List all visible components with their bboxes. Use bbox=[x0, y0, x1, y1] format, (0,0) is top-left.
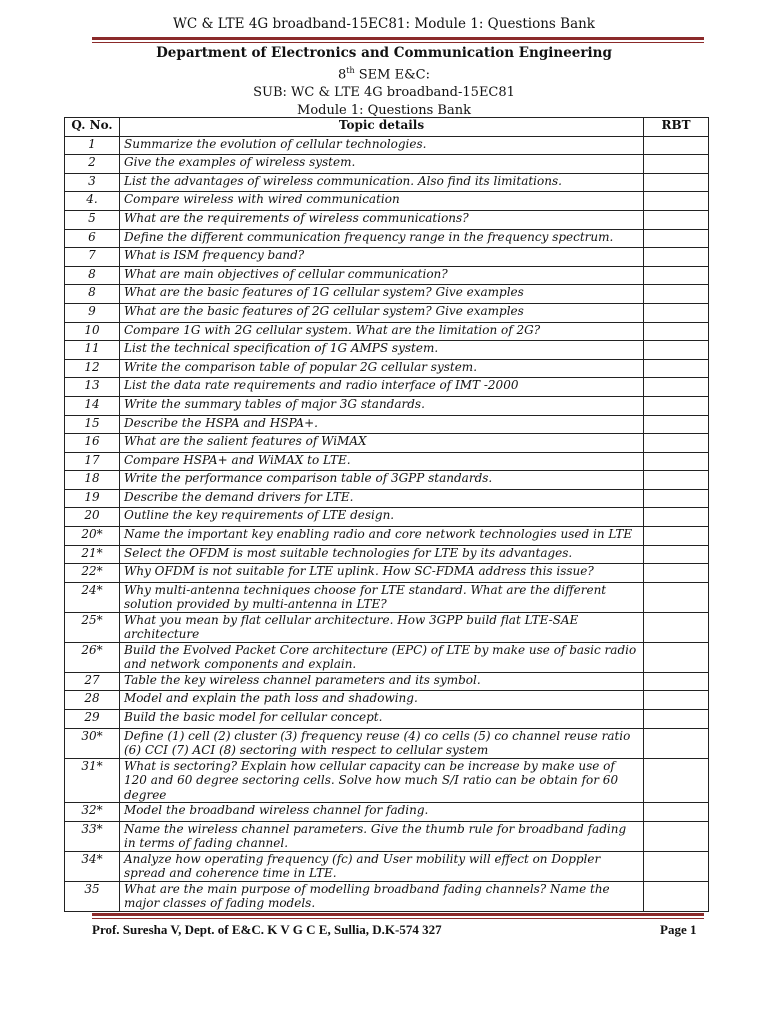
question-number: 28 bbox=[65, 691, 120, 710]
question-text: List the technical specification of 1G AMPS system. bbox=[120, 341, 644, 360]
table-row bbox=[65, 359, 709, 378]
table-row bbox=[65, 155, 709, 174]
table-row bbox=[65, 322, 709, 341]
question-number: 26* bbox=[65, 642, 120, 672]
question-text: Outline the key requirements of LTE design. bbox=[120, 508, 644, 527]
question-number: 12 bbox=[65, 359, 120, 378]
question-number: 17 bbox=[65, 452, 120, 471]
question-number: 13 bbox=[65, 378, 120, 397]
table-row bbox=[65, 508, 709, 527]
table-row bbox=[65, 471, 709, 490]
rbt-cell bbox=[644, 642, 709, 672]
question-text: What are the main purpose of modelling broadband fading channels? Name the major classes of fading models. bbox=[120, 881, 644, 911]
table-row bbox=[65, 728, 709, 758]
table-row bbox=[65, 821, 709, 851]
question-text: Model and explain the path loss and shadowing. bbox=[120, 691, 644, 710]
rbt-cell bbox=[644, 415, 709, 434]
rbt-cell bbox=[644, 471, 709, 490]
question-text: Give the examples of wireless system. bbox=[120, 155, 644, 174]
question-number: 6 bbox=[65, 229, 120, 248]
question-text: Write the comparison table of popular 2G cellular system. bbox=[120, 359, 644, 378]
table-row bbox=[65, 415, 709, 434]
question-text: What are the basic features of 1G cellular system? Give examples bbox=[120, 285, 644, 304]
rbt-cell bbox=[644, 545, 709, 564]
question-text: What is sectoring? Explain how cellular capacity can be increase by make use of 120 and 60 degree sectoring cells. Solve how much S/I ratio can be obtain for 60 degree bbox=[120, 758, 644, 803]
question-number: 5 bbox=[65, 210, 120, 229]
question-number: 29 bbox=[65, 710, 120, 729]
question-text: Write the performance comparison table of 3GPP standards. bbox=[120, 471, 644, 490]
table-row bbox=[65, 303, 709, 322]
rbt-cell bbox=[644, 489, 709, 508]
table-row bbox=[65, 378, 709, 397]
rbt-cell bbox=[644, 303, 709, 322]
rbt-cell bbox=[644, 851, 709, 881]
rbt-cell bbox=[644, 285, 709, 304]
rbt-cell bbox=[644, 710, 709, 729]
question-number: 8 bbox=[65, 285, 120, 304]
rbt-cell bbox=[644, 229, 709, 248]
rbt-cell bbox=[644, 672, 709, 691]
question-text: Define the different communication frequency range in the frequency spectrum. bbox=[120, 229, 644, 248]
question-text: Why multi-antenna techniques choose for LTE standard. What are the different solution provided by multi-antenna in LTE? bbox=[120, 582, 644, 612]
question-number: 19 bbox=[65, 489, 120, 508]
running-header: WC & LTE 4G broadband-15EC81: Module 1: Questions Bank bbox=[173, 16, 595, 32]
table-row bbox=[65, 803, 709, 822]
table-row bbox=[65, 710, 709, 729]
question-number: 35 bbox=[65, 881, 120, 911]
col-header-rbt: RBT bbox=[644, 118, 709, 137]
question-number: 15 bbox=[65, 415, 120, 434]
module-line: Module 1: Questions Bank bbox=[297, 103, 471, 119]
table-row bbox=[65, 489, 709, 508]
table-row bbox=[65, 396, 709, 415]
rbt-cell bbox=[644, 322, 709, 341]
question-number: 3 bbox=[65, 173, 120, 192]
rbt-cell bbox=[644, 396, 709, 415]
question-number: 31* bbox=[65, 758, 120, 803]
question-number: 20* bbox=[65, 527, 120, 546]
table-row bbox=[65, 642, 709, 672]
rbt-cell bbox=[644, 564, 709, 583]
question-text: Analyze how operating frequency (fc) and User mobility will effect on Doppler spread and coherence time in LTE. bbox=[120, 851, 644, 881]
department-title: Department of Electronics and Communication Engineering bbox=[156, 45, 612, 61]
question-text: List the advantages of wireless communication. Also find its limitations. bbox=[120, 173, 644, 192]
table-row bbox=[65, 527, 709, 546]
table-row bbox=[65, 136, 709, 155]
question-text: Model the broadband wireless channel for fading. bbox=[120, 803, 644, 822]
table-row bbox=[65, 192, 709, 211]
question-text: List the data rate requirements and radio interface of IMT -2000 bbox=[120, 378, 644, 397]
table-row bbox=[65, 229, 709, 248]
page-number: Page 1 bbox=[660, 922, 697, 937]
col-header-qno: Q. No. bbox=[65, 118, 120, 137]
question-text: What are the salient features of WiMAX bbox=[120, 434, 644, 453]
question-number: 32* bbox=[65, 803, 120, 822]
rbt-cell bbox=[644, 173, 709, 192]
question-number: 33* bbox=[65, 821, 120, 851]
question-number: 7 bbox=[65, 248, 120, 267]
rbt-cell bbox=[644, 248, 709, 267]
question-text: Describe the demand drivers for LTE. bbox=[120, 489, 644, 508]
question-number: 9 bbox=[65, 303, 120, 322]
question-number: 14 bbox=[65, 396, 120, 415]
question-text: Table the key wireless channel parameters and its symbol. bbox=[120, 672, 644, 691]
question-number: 18 bbox=[65, 471, 120, 490]
table-row bbox=[65, 210, 709, 229]
question-text: Why OFDM is not suitable for LTE uplink. How SC-FDMA address this issue? bbox=[120, 564, 644, 583]
table-row bbox=[65, 248, 709, 267]
rbt-cell bbox=[644, 266, 709, 285]
rbt-cell bbox=[644, 341, 709, 360]
rbt-cell bbox=[644, 803, 709, 822]
question-text: Build the basic model for cellular concept. bbox=[120, 710, 644, 729]
question-number: 34* bbox=[65, 851, 120, 881]
rbt-cell bbox=[644, 434, 709, 453]
document-titles bbox=[0, 44, 768, 120]
question-text: Write the summary tables of major 3G standards. bbox=[120, 396, 644, 415]
table-row bbox=[65, 691, 709, 710]
header-rule-thick bbox=[92, 37, 704, 40]
rbt-cell bbox=[644, 136, 709, 155]
rbt-cell bbox=[644, 758, 709, 803]
footer-author: Prof. Suresha V, Dept. of E&C. K V G C E, Sullia, D.K-574 327 bbox=[92, 922, 442, 937]
question-number: 22* bbox=[65, 564, 120, 583]
questions-table bbox=[64, 117, 709, 912]
rbt-cell bbox=[644, 582, 709, 612]
question-number: 10 bbox=[65, 322, 120, 341]
table-row bbox=[65, 582, 709, 612]
question-text: What are the basic features of 2G cellular system? Give examples bbox=[120, 303, 644, 322]
rbt-cell bbox=[644, 359, 709, 378]
question-text: What is ISM frequency band? bbox=[120, 248, 644, 267]
question-number: 24* bbox=[65, 582, 120, 612]
question-text: Summarize the evolution of cellular technologies. bbox=[120, 136, 644, 155]
question-text: Compare HSPA+ and WiMAX to LTE. bbox=[120, 452, 644, 471]
rbt-cell bbox=[644, 728, 709, 758]
table-row bbox=[65, 612, 709, 642]
rbt-cell bbox=[644, 821, 709, 851]
subject-line: SUB: WC & LTE 4G broadband-15EC81 bbox=[253, 85, 515, 101]
question-text: What you mean by flat cellular architecture. How 3GPP build flat LTE-SAE architecture bbox=[120, 612, 644, 642]
table-row bbox=[65, 173, 709, 192]
table-row bbox=[65, 758, 709, 803]
rbt-cell bbox=[644, 155, 709, 174]
semester-line: 8th SEM E&C: bbox=[337, 66, 430, 83]
footer-rule-thick bbox=[92, 913, 704, 916]
question-text: Select the OFDM is most suitable technologies for LTE by its advantages. bbox=[120, 545, 644, 564]
header-rule-thin bbox=[92, 42, 704, 43]
question-number: 30* bbox=[65, 728, 120, 758]
rbt-cell bbox=[644, 452, 709, 471]
question-number: 1 bbox=[65, 136, 120, 155]
table-row bbox=[65, 434, 709, 453]
question-text: What are main objectives of cellular communication? bbox=[120, 266, 644, 285]
table-row bbox=[65, 285, 709, 304]
rbt-cell bbox=[644, 691, 709, 710]
table-row bbox=[65, 881, 709, 911]
question-number: 11 bbox=[65, 341, 120, 360]
question-number: 21* bbox=[65, 545, 120, 564]
question-text: Name the wireless channel parameters. Give the thumb rule for broadband fading in terms of fading channel. bbox=[120, 821, 644, 851]
question-number: 2 bbox=[65, 155, 120, 174]
table-row bbox=[65, 341, 709, 360]
question-number: 25* bbox=[65, 612, 120, 642]
table-row bbox=[65, 851, 709, 881]
question-number: 4. bbox=[65, 192, 120, 211]
question-text: Describe the HSPA and HSPA+. bbox=[120, 415, 644, 434]
question-text: Compare 1G with 2G cellular system. What are the limitation of 2G? bbox=[120, 322, 644, 341]
table-row bbox=[65, 564, 709, 583]
question-number: 16 bbox=[65, 434, 120, 453]
question-text: Build the Evolved Packet Core architecture (EPC) of LTE by make use of basic radio and network components and explain. bbox=[120, 642, 644, 672]
rbt-cell bbox=[644, 612, 709, 642]
rbt-cell bbox=[644, 192, 709, 211]
col-header-topic: Topic details bbox=[120, 118, 644, 137]
footer-rule-thin bbox=[92, 918, 704, 919]
rbt-cell bbox=[644, 881, 709, 911]
table-row bbox=[65, 452, 709, 471]
rbt-cell bbox=[644, 527, 709, 546]
rbt-cell bbox=[644, 210, 709, 229]
table-row bbox=[65, 545, 709, 564]
table-row bbox=[65, 672, 709, 691]
question-text: Compare wireless with wired communication bbox=[120, 192, 644, 211]
question-text: Name the important key enabling radio and core network technologies used in LTE bbox=[120, 527, 644, 546]
question-text: Define (1) cell (2) cluster (3) frequency reuse (4) co cells (5) co channel reuse ratio (6) CCI (7) ACI (8) sectoring with respect to cellular system bbox=[120, 728, 644, 758]
question-number: 8 bbox=[65, 266, 120, 285]
rbt-cell bbox=[644, 378, 709, 397]
table-row bbox=[65, 266, 709, 285]
question-number: 27 bbox=[65, 672, 120, 691]
rbt-cell bbox=[644, 508, 709, 527]
question-number: 20 bbox=[65, 508, 120, 527]
question-text: What are the requirements of wireless communications? bbox=[120, 210, 644, 229]
